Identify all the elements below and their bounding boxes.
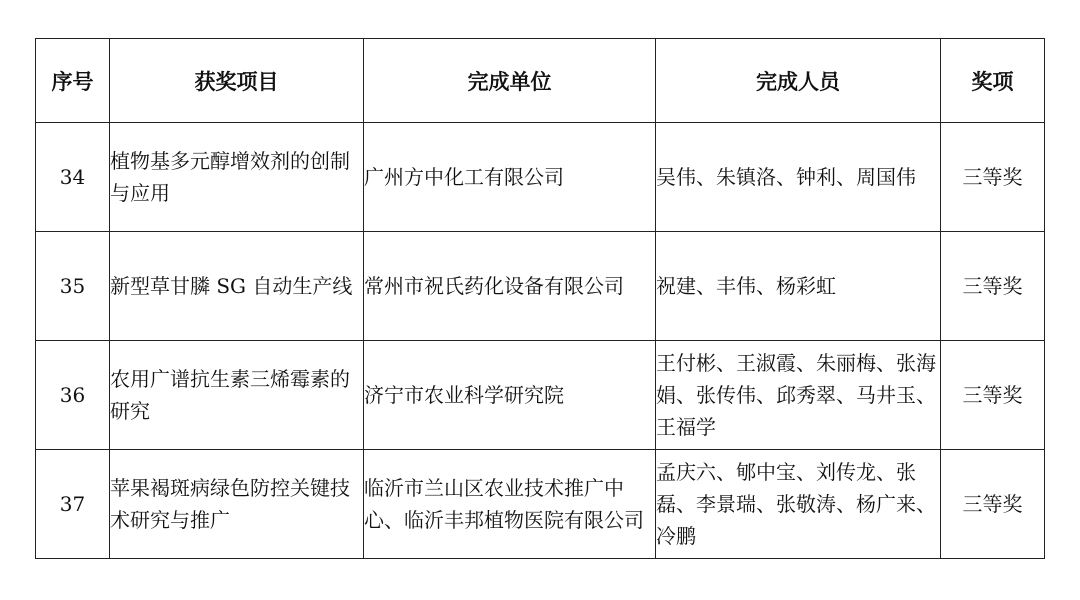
row-award: 三等奖	[941, 123, 1045, 232]
table-header	[36, 39, 1045, 123]
row-num: 34	[36, 123, 110, 232]
row-unit: 常州市祝氏药化设备有限公司	[364, 232, 656, 341]
header-num: 序号	[36, 39, 110, 123]
row-people: 吴伟、朱镇洛、钟利、周国伟	[656, 123, 941, 232]
row-people: 王付彬、王淑霞、朱丽梅、张海娟、张传伟、邱秀翠、马井玉、王福学	[656, 341, 941, 450]
header-unit: 完成单位	[364, 39, 656, 123]
row-num: 35	[36, 232, 110, 341]
row-award: 三等奖	[941, 450, 1045, 559]
row-unit: 临沂市兰山区农业技术推广中心、临沂丰邦植物医院有限公司	[364, 450, 656, 559]
row-people: 孟庆六、郇中宝、刘传龙、张磊、李景瑞、张敬涛、杨广来、冷鹏	[656, 450, 941, 559]
row-num: 36	[36, 341, 110, 450]
header-row	[36, 39, 1045, 123]
awards-table	[35, 38, 1045, 559]
row-project: 新型草甘膦 SG 自动生产线	[110, 232, 364, 341]
row-project: 苹果褐斑病绿色防控关键技术研究与推广	[110, 450, 364, 559]
table-body	[36, 123, 1045, 559]
table-row	[36, 450, 1045, 559]
header-award: 奖项	[941, 39, 1045, 123]
row-project: 农用广谱抗生素三烯霉素的研究	[110, 341, 364, 450]
table-row	[36, 232, 1045, 341]
row-project: 植物基多元醇增效剂的创制与应用	[110, 123, 364, 232]
table-row	[36, 341, 1045, 450]
header-people: 完成人员	[656, 39, 941, 123]
header-project: 获奖项目	[110, 39, 364, 123]
row-unit: 广州方中化工有限公司	[364, 123, 656, 232]
row-award: 三等奖	[941, 341, 1045, 450]
table-row	[36, 123, 1045, 232]
row-people: 祝建、丰伟、杨彩虹	[656, 232, 941, 341]
row-num: 37	[36, 450, 110, 559]
row-unit: 济宁市农业科学研究院	[364, 341, 656, 450]
row-award: 三等奖	[941, 232, 1045, 341]
